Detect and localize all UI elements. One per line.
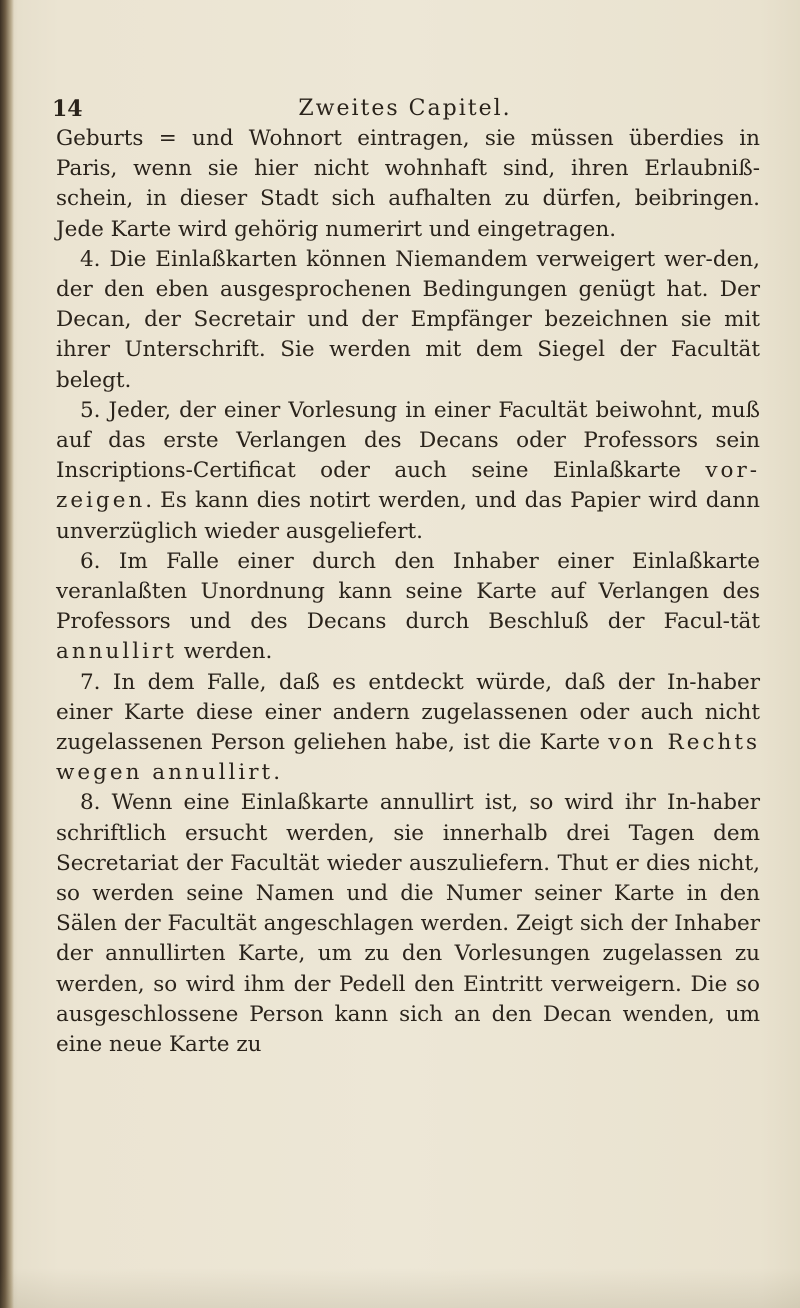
paragraph-5-text: 5. Jeder, der einer Vorlesung in einer Facultät beiwohnt, muß auf das erste Verlangen des Decans oder Professors sein Inscriptions-Certificat oder auch seine Einlaßkarte xyxy=(56,397,760,484)
paragraph-7-text: 7. In dem Falle, daß es entdeckt würde, daß der In-haber einer Karte diese einer andern zugelassenen oder auch nicht zugelassenen Person geliehen habe, ist die Karte xyxy=(56,669,760,756)
page-binding-shadow xyxy=(0,0,14,1308)
paragraph-5-text-end: . Es kann dies notirt werden, und das Papier wird dann unverzüglich wieder ausgeliefert. xyxy=(56,488,760,544)
running-head: Zweites Capitel. xyxy=(298,96,512,121)
paragraph-7-emphasis: von Rechts wegen annullirt xyxy=(56,730,761,786)
paragraph-6-text-end: werden. xyxy=(176,639,273,665)
paragraph-6 xyxy=(56,547,760,668)
paragraph-8: 8. Wenn eine Einlaßkarte annullirt ist, so wird ihr In-haber schriftlich ersucht werden, sie innerhalb drei Tagen dem Secretariat der Facultät wieder auszuliefern. Thut er dies nicht, so werden seine Namen und die Numer seiner Karte in den Sälen der Facultät angeschlagen werden. Zeigt sich der Inhaber der annullirten Karte, um zu den Vorlesungen zugelassen zu werden, so wird ihm der Pedell den Eintritt verweigern. Die so ausgeschlossene Person kann sich an den Decan wenden, um eine neue Karte zu xyxy=(56,790,760,1058)
paragraph-6-emphasis: annullirt xyxy=(56,639,177,665)
paragraph-4: 4. Die Einlaßkarten können Niemandem verweigert wer-den, der den eben ausgesprochenen Bedingungen genügt hat. Der Decan, der Secretair und der Empfänger bezeichnen sie mit ihrer Unterschrift. Sie werden mit dem Siegel der Facultät belegt. xyxy=(56,246,760,393)
paragraph-5 xyxy=(56,396,760,547)
paragraph-continuation: Geburts = und Wohnort eintragen, sie müssen überdies in Paris, wenn sie hier nicht wohnhaft sind, ihren Erlaubniß-schein, in dieser Stadt sich aufhalten zu dürfen, beibringen. Jede Karte wird gehörig numerirt und eingetragen. xyxy=(56,126,760,242)
paragraph-7 xyxy=(56,668,760,789)
paragraph-7-text-end: . xyxy=(273,760,281,786)
paragraph-5-emphasis: vor-zeigen xyxy=(56,458,760,514)
page-edge-shading xyxy=(0,1268,800,1308)
body-text xyxy=(56,124,760,1060)
page-number: 14 xyxy=(52,96,83,122)
paragraph-6-text: 6. Im Falle einer durch den Inhaber einer Einlaßkarte veranlaßten Unordnung kann seine Karte auf Verlangen des Professors und des Decans durch Beschluß der Facul-tät xyxy=(56,548,760,635)
